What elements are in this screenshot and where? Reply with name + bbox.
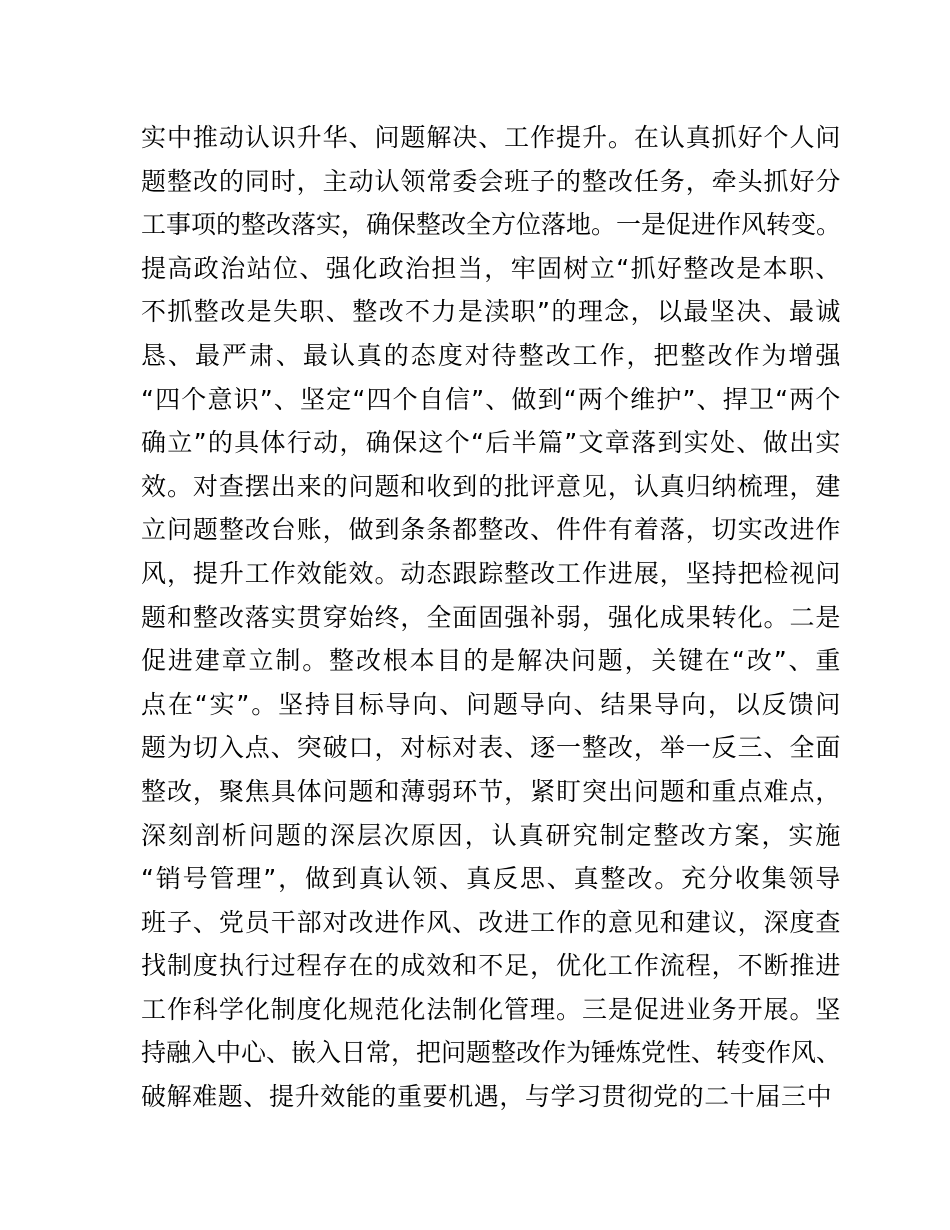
text-line: 恳、最严肃、最认真的态度对待整改工作，把整改作为增强 bbox=[141, 340, 841, 370]
text-line: 不抓整改是失职、整改不力是渎职”的理念，以最坚决、最诚 bbox=[141, 297, 841, 327]
text-line: 立问题整改台账，做到条条都整改、件件有着落，切实改进作 bbox=[141, 515, 841, 545]
text-line: 深刻剖析问题的深层次原因，认真研究制定整改方案，实施 bbox=[141, 820, 841, 850]
text-line: 持融入中心、嵌入日常，把问题整改作为锤炼党性、转变作风、 bbox=[141, 1038, 842, 1068]
text-line: 班子、党员干部对改进作风、改进工作的意见和建议，深度查 bbox=[141, 907, 841, 937]
text-line: 题和整改落实贯穿始终，全面固强补弱，强化成果转化。二是 bbox=[141, 602, 841, 632]
text-line: 破解难题、提升效能的重要机遇，与学习贯彻党的二十届三中 bbox=[141, 1082, 833, 1112]
body-paragraph bbox=[141, 116, 841, 1119]
text-line: 风，提升工作效能效。动态跟踪整改工作进展，坚持把检视问 bbox=[141, 558, 841, 588]
text-line: “四个意识”、坚定“四个自信”、做到“两个维护”、捍卫“两个 bbox=[141, 384, 841, 414]
text-line: 工作科学化制度化规范化法制化管理。三是促进业务开展。坚 bbox=[141, 994, 841, 1024]
text-line: 题整改的同时，主动认领常委会班子的整改任务，牵头抓好分 bbox=[141, 166, 841, 196]
text-line: 效。对查摆出来的问题和收到的批评意见，认真归纳梳理，建 bbox=[141, 471, 841, 501]
text-line: 确立”的具体行动，确保这个“后半篇”文章落到实处、做出实 bbox=[141, 428, 841, 458]
text-line: 促进建章立制。整改根本目的是解决问题，关键在“改”、重 bbox=[141, 646, 841, 676]
text-line: 实中推动认识升华、问题解决、工作提升。在认真抓好个人问 bbox=[141, 123, 841, 152]
text-line: 整改，聚焦具体问题和薄弱环节，紧盯突出问题和重点难点， bbox=[141, 776, 841, 806]
text-line: 题为切入点、突破口，对标对表、逐一整改，举一反三、全面 bbox=[141, 733, 841, 763]
text-line: “销号管理”，做到真认领、真反思、真整改。充分收集领导 bbox=[141, 864, 841, 894]
text-line: 找制度执行过程存在的成效和不足，优化工作流程，不断推进 bbox=[141, 951, 841, 981]
text-line: 工事项的整改落实，确保整改全方位落地。一是促进作风转变。 bbox=[141, 210, 842, 240]
text-line: 提高政治站位、强化政治担当，牢固树立“抓好整改是本职、 bbox=[141, 253, 841, 283]
text-line: 点在“实”。坚持目标导向、问题导向、结果导向，以反馈问 bbox=[141, 689, 841, 719]
